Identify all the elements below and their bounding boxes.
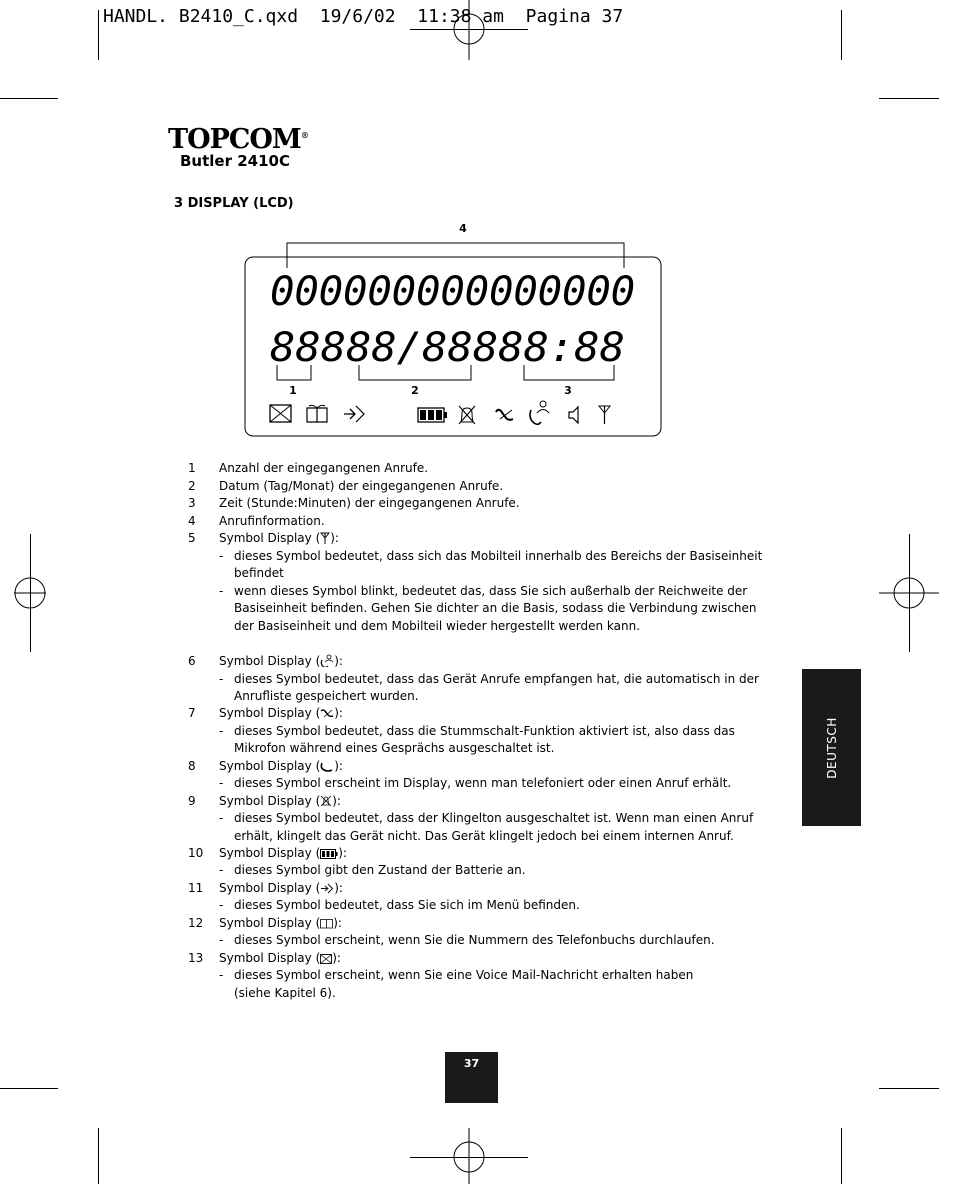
lcd-row-2: 88888/88888:88 (270, 325, 625, 371)
antenna-icon (599, 406, 610, 424)
item-number: 13 (188, 951, 204, 965)
envelope-icon (270, 405, 291, 422)
callout-3: 3 (564, 384, 572, 397)
battery-icon (418, 408, 447, 422)
item-label: Symbol Display ( ): (219, 881, 343, 895)
menu-arrow-icon (344, 406, 364, 422)
handset-icon (320, 761, 334, 772)
mute-icon (496, 410, 513, 420)
item-label: Symbol Display ( ): (219, 759, 343, 773)
model-name: Butler 2410C (180, 152, 290, 170)
print-header: HANDL. B2410_C.qxd 19/6/02 11:38 am Pagina 37 (103, 6, 624, 27)
item-label: Symbol Display ( ): (219, 794, 341, 808)
callout-4-bracket (287, 243, 624, 268)
item-number: 12 (188, 916, 204, 930)
call-list-icon (530, 401, 549, 424)
item-label: Symbol Display ( ): (219, 916, 342, 930)
battery-icon (320, 849, 338, 859)
item-label: Datum (Tag/Monat) der eingegangenen Anrufe. (219, 479, 504, 493)
item-label: Zeit (Stunde:Minuten) der eingegangenen Anrufe. (219, 496, 520, 510)
callout-4: 4 (459, 222, 467, 235)
speaker-icon (569, 407, 578, 423)
item-number: 1 (188, 461, 196, 475)
item-number: 4 (188, 514, 196, 528)
menu-arrow-icon (320, 883, 334, 894)
callout-1: 1 (289, 384, 297, 397)
item-number: 10 (188, 846, 204, 860)
lcd-diagram (240, 218, 670, 443)
item-number: 6 (188, 654, 196, 668)
item-number: 9 (188, 794, 196, 808)
item-label: Anrufinformation. (219, 514, 325, 528)
envelope-icon (320, 954, 332, 964)
ringer-off-icon (459, 406, 475, 424)
item-number: 2 (188, 479, 196, 493)
item-number: 3 (188, 496, 196, 510)
item-label: Symbol Display ( ): (219, 846, 347, 860)
language-tab: DEUTSCH (802, 669, 861, 826)
antenna-icon (320, 532, 330, 544)
item-label: Symbol Display ( ): (219, 706, 343, 720)
phonebook-icon (320, 918, 333, 929)
lcd-row-1: 000000000000000 (270, 269, 635, 315)
brand-logo: TOPCOM® (168, 124, 308, 155)
section-title: 3 DISPLAY (LCD) (174, 196, 294, 211)
mute-icon (320, 708, 334, 719)
item-number: 11 (188, 881, 204, 895)
item-label: Symbol Display ( ): (219, 654, 343, 668)
item-label: Symbol Display ( ): (219, 531, 339, 545)
page-number: 37 (445, 1052, 498, 1103)
item-number: 8 (188, 759, 196, 773)
item-label: Anzahl der eingegangenen Anrufe. (219, 461, 429, 475)
phonebook-icon (307, 405, 327, 422)
item-number: 5 (188, 531, 196, 545)
call-list-icon (320, 654, 334, 667)
ringer-off-icon (320, 795, 332, 807)
item-number: 7 (188, 706, 196, 720)
item-label: Symbol Display ( ): (219, 951, 341, 965)
callout-2: 2 (411, 384, 419, 397)
